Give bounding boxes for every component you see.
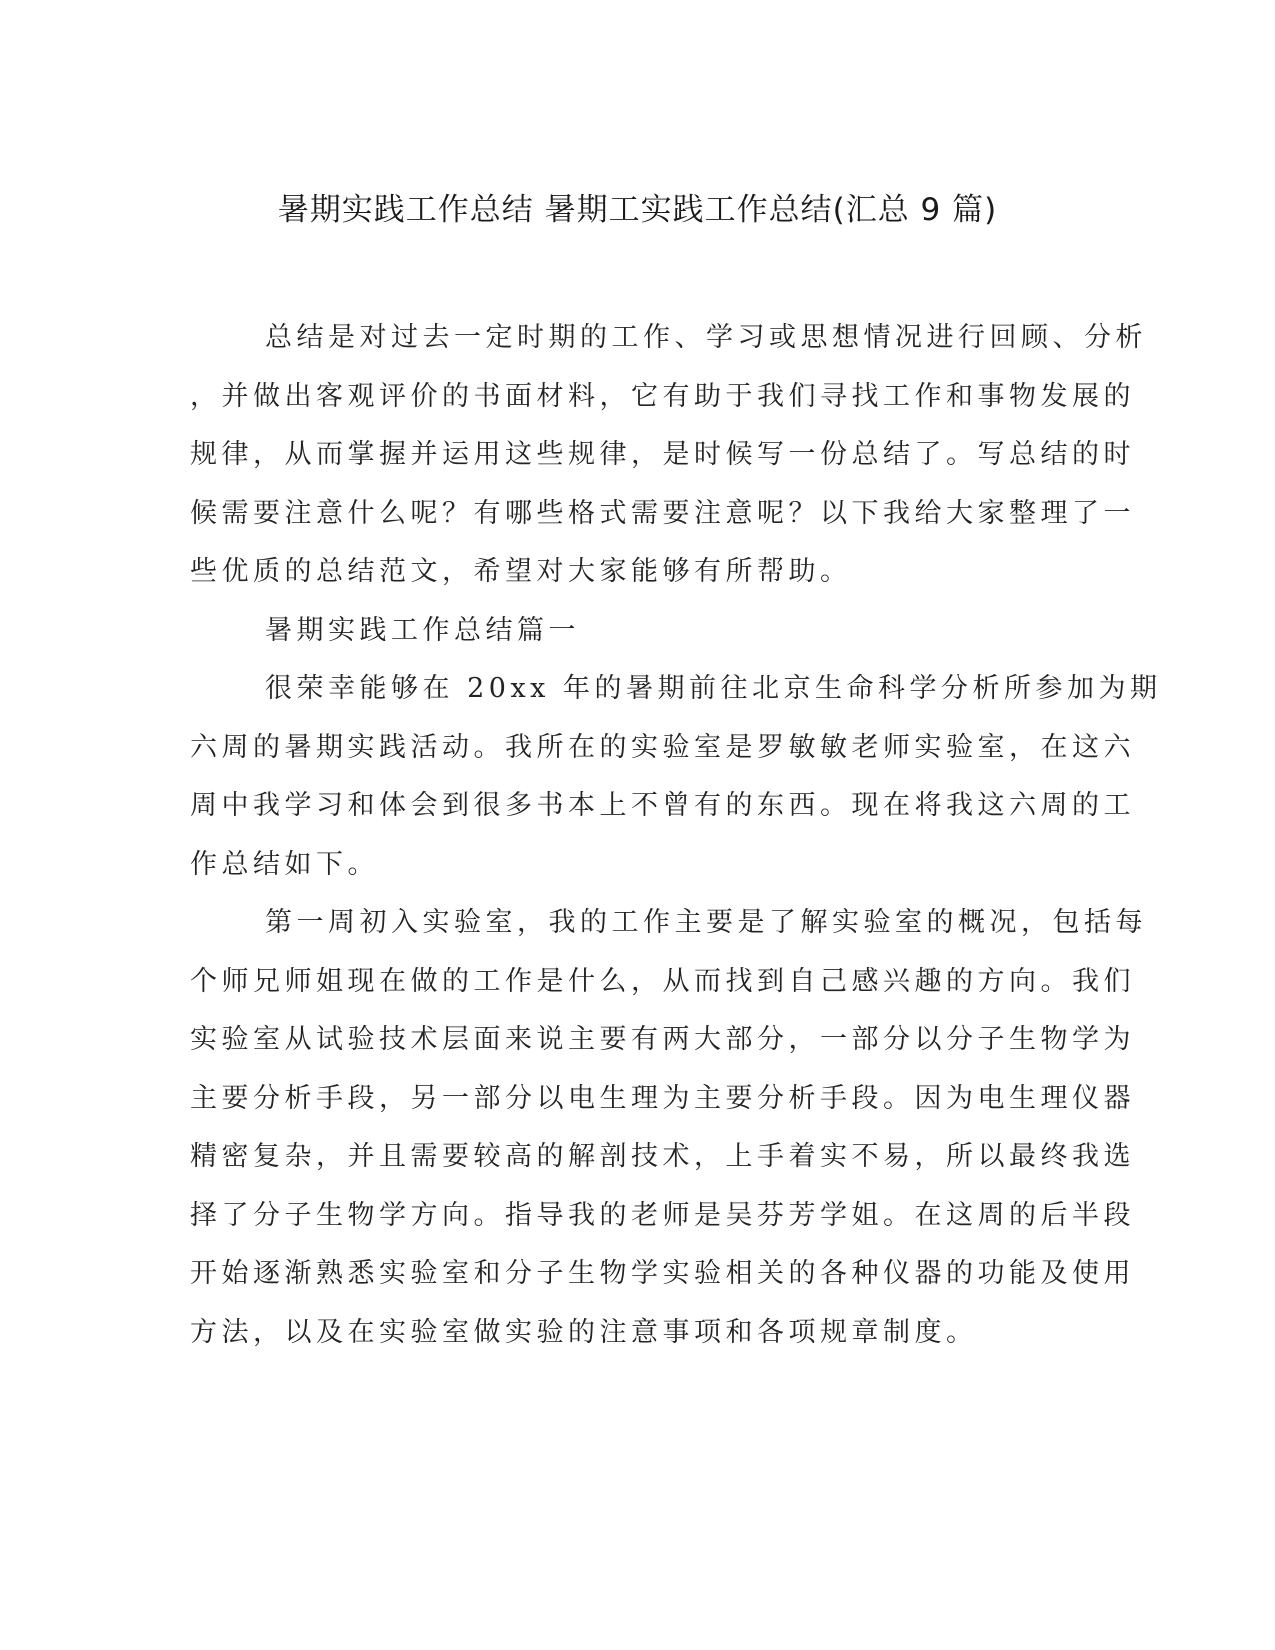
- paragraph-line: 精密复杂，并且需要较高的解剖技术，上手着实不易，所以最终我选: [190, 1141, 1135, 1172]
- paragraph-line: 择了分子生物学方向。指导我的老师是吴芬芳学姐。在这周的后半段: [190, 1200, 1135, 1231]
- paragraph-line: 候需要注意什么呢？有哪些格式需要注意呢？以下我给大家整理了一: [190, 498, 1135, 529]
- paragraph-line: 规律，从而掌握并运用这些规律，是时候写一份总结了。写总结的时: [190, 439, 1135, 470]
- paragraph-line: ，并做出客观评价的书面材料，它有助于我们寻找工作和事物发展的: [190, 381, 1135, 412]
- paragraph-line: 主要分析手段，另一部分以电生理为主要分析手段。因为电生理仪器: [190, 1083, 1135, 1114]
- paragraph-line: 总结是对过去一定时期的工作、学习或思想情况进行回顾、分析: [265, 322, 1147, 353]
- paragraph-line: 实验室从试验技术层面来说主要有两大部分，一部分以分子生物学为: [190, 1024, 1135, 1055]
- section-heading: 暑期实践工作总结篇一: [265, 615, 580, 646]
- paragraph-line: 第一周初入实验室，我的工作主要是了解实验室的概况，包括每: [265, 907, 1147, 938]
- paragraph-line: 方法，以及在实验室做实验的注意事项和各项规章制度。: [190, 1317, 978, 1348]
- paragraph-line: 作总结如下。: [190, 849, 379, 880]
- paragraph-line: 个师兄师姐现在做的工作是什么，从而找到自己感兴趣的方向。我们: [190, 966, 1135, 997]
- paragraph-line: 很荣幸能够在 20xx 年的暑期前往北京生命科学分析所参加为期: [265, 673, 1162, 704]
- document-title: 暑期实践工作总结 暑期工实践工作总结(汇总 9 篇): [277, 192, 998, 228]
- paragraph-line: 周中我学习和体会到很多书本上不曾有的东西。现在将我这六周的工: [190, 790, 1135, 821]
- paragraph-line: 六周的暑期实践活动。我所在的实验室是罗敏敏老师实验室，在这六: [190, 732, 1135, 763]
- paragraph-line: 些优质的总结范文，希望对大家能够有所帮助。: [190, 556, 852, 587]
- paragraph-line: 开始逐渐熟悉实验室和分子生物学实验相关的各种仪器的功能及使用: [190, 1258, 1135, 1289]
- document-body: [190, 318, 1162, 1358]
